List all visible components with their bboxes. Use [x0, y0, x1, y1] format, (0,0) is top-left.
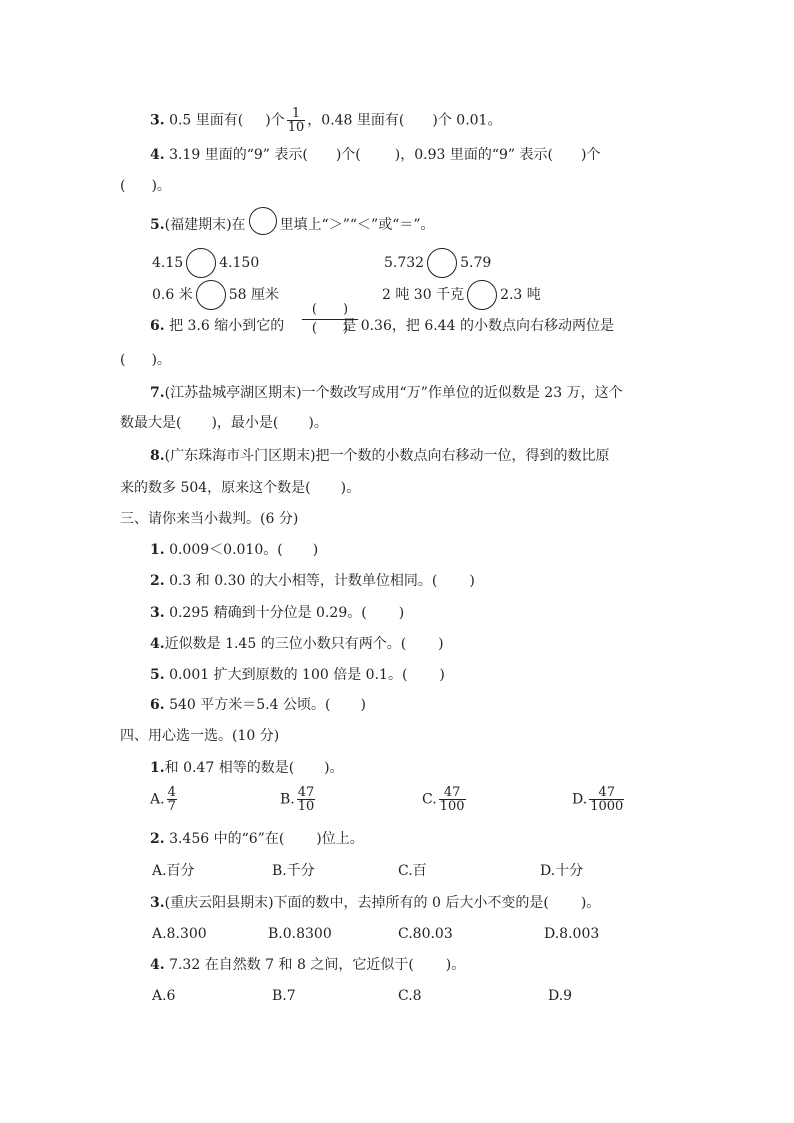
option-a[interactable]: A.百分 — [152, 863, 195, 879]
option-b[interactable]: B.0.8300 — [268, 926, 332, 942]
question-text: )。 — [308, 415, 328, 431]
question-text: 是 0.36，把 6.44 的小数点向右移动两位是 — [342, 318, 614, 334]
question-text: 近似数是 1.45 的三位小数只有两个。( — [164, 636, 407, 652]
choice-question-4 — [150, 955, 465, 975]
compare-row-1-right — [384, 248, 491, 278]
question-text: ) — [312, 542, 319, 558]
question-text: 0.5 里面有( — [169, 112, 244, 129]
option-c[interactable]: C.百 — [398, 863, 427, 879]
compare-row-2-left — [152, 280, 279, 310]
fraction-numerator: 47 — [589, 786, 624, 800]
question-5 — [150, 215, 435, 235]
question-number: 3. — [150, 112, 165, 129]
question-number: 3. — [150, 895, 165, 911]
question-text: )个 — [581, 147, 601, 163]
fraction-numerator: 47 — [439, 786, 466, 800]
fraction-numerator: 47 — [297, 785, 315, 800]
judge-item-4 — [150, 634, 444, 654]
question-number: 1. — [150, 760, 165, 776]
compare-value: 5.79 — [460, 255, 492, 271]
question-text: 3.19 里面的“9” 表示( — [169, 147, 308, 163]
question-text: )。 — [580, 895, 601, 911]
comparison-circle-icon[interactable] — [186, 248, 216, 278]
section-3-title: 三、请你来当小裁判。(6 分) — [120, 511, 299, 527]
question-number: 2. — [150, 831, 165, 847]
fraction — [589, 786, 624, 813]
question-number: 7. — [150, 385, 165, 401]
fraction-denominator: 10 — [287, 120, 305, 135]
judge-item-1 — [150, 540, 318, 560]
option-d[interactable] — [572, 786, 626, 813]
fraction-denominator: 100 — [439, 799, 465, 814]
question-text: )个 — [265, 112, 285, 129]
judge-item-3 — [150, 603, 404, 623]
question-text: 0.009＜0.010。( — [169, 542, 283, 558]
option-d[interactable]: D.十分 — [540, 863, 584, 879]
question-text: ) — [360, 697, 366, 713]
option-c[interactable] — [422, 786, 468, 813]
compare-value: 0.6 米 — [152, 287, 193, 303]
question-number: 2. — [150, 573, 165, 589]
option-letter: B. — [280, 791, 295, 808]
option-a[interactable]: A.8.300 — [152, 926, 207, 942]
question-4 — [150, 145, 600, 165]
question-7 — [150, 383, 623, 403]
option-letter: C. — [422, 791, 437, 808]
comparison-circle-icon[interactable] — [427, 248, 457, 278]
fraction-denominator: 10 — [297, 799, 315, 814]
question-number: 3. — [150, 605, 165, 621]
question-number: 6. — [150, 318, 165, 334]
question-text: 把 3.6 缩小到它的 — [169, 318, 285, 334]
question-text: (重庆云阳县期末)下面的数中，去掉所有的 0 后大小不变的是( — [164, 895, 549, 911]
question-8-cont — [120, 478, 360, 498]
judge-item-6 — [150, 695, 366, 715]
judge-item-2 — [150, 571, 475, 591]
option-b[interactable] — [280, 786, 317, 813]
option-letter: D. — [572, 791, 588, 808]
question-text: )，最小是( — [211, 415, 279, 431]
option-c[interactable]: C.80.03 — [398, 926, 453, 942]
question-text: )。 — [445, 957, 466, 973]
fraction-numerator: 4 — [167, 785, 176, 800]
option-a[interactable] — [150, 786, 179, 813]
choice-question-3 — [150, 893, 600, 913]
question-text: ( — [120, 352, 126, 368]
question-text: (江苏盐城亭湖区期末)一个数改写成用“万”作单位的近似数是 23 万，这个 — [164, 385, 623, 401]
question-text: 3.456 中的“6”在( — [169, 831, 285, 847]
question-text: ) — [439, 667, 445, 683]
question-text: )个 0.01。 — [432, 112, 502, 129]
option-c[interactable]: C.8 — [398, 988, 422, 1004]
question-text: 里填上“＞”“＜”或“＝”。 — [279, 217, 435, 233]
fraction-bar — [302, 319, 358, 320]
compare-value: 2.3 吨 — [500, 287, 541, 303]
fraction — [167, 786, 177, 813]
compare-value: 5.732 — [384, 255, 425, 271]
question-text: ( — [120, 178, 126, 194]
question-text: ) — [469, 573, 475, 589]
fraction — [297, 786, 316, 813]
question-number: 6. — [150, 697, 165, 713]
question-4-cont — [120, 176, 171, 196]
question-number: 1. — [150, 542, 165, 558]
question-text: ，0.48 里面有( — [307, 112, 405, 129]
fraction-denominator: 7 — [167, 799, 176, 814]
choice-question-2 — [150, 829, 364, 849]
fraction-numerator-blank: ( ) — [311, 302, 349, 317]
question-text: 0.001 扩大到原数的 100 倍是 0.1。( — [169, 667, 408, 683]
question-text: 来的数多 504，原来这个数是( — [120, 480, 311, 496]
question-7-cont — [120, 413, 328, 433]
question-text: )个( — [335, 147, 361, 163]
option-d[interactable]: D.9 — [548, 988, 573, 1004]
question-text: )，0.93 里面的“9” 表示( — [394, 147, 553, 163]
question-8 — [150, 446, 610, 466]
question-text: 和 0.47 相等的数是( — [164, 760, 295, 776]
comparison-circle-icon — [249, 207, 277, 235]
question-text: )。 — [151, 178, 171, 194]
compare-row-2-right — [382, 280, 541, 310]
question-text: 0.295 精确到十分位是 0.29。( — [169, 605, 367, 621]
option-letter: A. — [150, 791, 165, 808]
fraction-numerator: 1 — [287, 107, 306, 121]
question-3 — [150, 107, 501, 134]
question-text: )。 — [324, 760, 344, 776]
question-number: 8. — [150, 448, 165, 464]
question-text: )。 — [340, 480, 361, 496]
question-text: 7.32 在自然数 7 和 8 之间，它近似于( — [169, 957, 414, 973]
question-text: ) — [438, 636, 444, 652]
section-4-title: 四、用心选一选。(10 分) — [120, 728, 280, 744]
compare-value: 2 吨 30 千克 — [382, 287, 465, 303]
option-d[interactable]: D.8.003 — [544, 926, 600, 942]
question-text: )。 — [151, 352, 171, 368]
question-text: )位上。 — [316, 831, 364, 847]
question-text: (福建期末)在 — [164, 217, 246, 233]
question-text: 0.3 和 0.30 的大小相等，计数单位相同。( — [169, 573, 438, 589]
compare-row-1-left — [152, 248, 259, 278]
question-text: 540 平方米＝5.4 公顷。( — [169, 697, 331, 713]
question-6 — [150, 316, 614, 336]
compare-value: 4.150 — [219, 255, 260, 271]
fraction-denominator-blank: ( ) — [311, 321, 349, 336]
question-number: 4. — [150, 147, 165, 163]
question-text: ) — [398, 605, 405, 621]
question-text: (广东珠海市斗门区期末)把一个数的小数点向右移动一位，得到的数比原 — [164, 448, 610, 464]
judge-item-5 — [150, 665, 445, 685]
question-number: 5. — [150, 217, 165, 233]
comparison-circle-icon[interactable] — [467, 280, 497, 310]
compare-value: 58 厘米 — [228, 287, 279, 303]
comparison-circle-icon[interactable] — [196, 280, 226, 310]
blank-fraction — [302, 303, 358, 336]
option-a[interactable]: A.6 — [152, 988, 176, 1004]
question-number: 4. — [150, 636, 165, 652]
compare-value: 4.15 — [152, 255, 184, 271]
option-b[interactable]: B.千分 — [272, 863, 315, 879]
fraction — [287, 107, 306, 134]
option-b[interactable]: B.7 — [272, 988, 296, 1004]
choice-question-1 — [150, 758, 344, 778]
fraction — [439, 786, 466, 813]
question-number: 4. — [150, 957, 165, 973]
question-text: 数最大是( — [120, 415, 182, 431]
question-number: 5. — [150, 667, 165, 683]
fraction-denominator: 1000 — [590, 799, 624, 814]
question-6-cont — [120, 350, 171, 370]
